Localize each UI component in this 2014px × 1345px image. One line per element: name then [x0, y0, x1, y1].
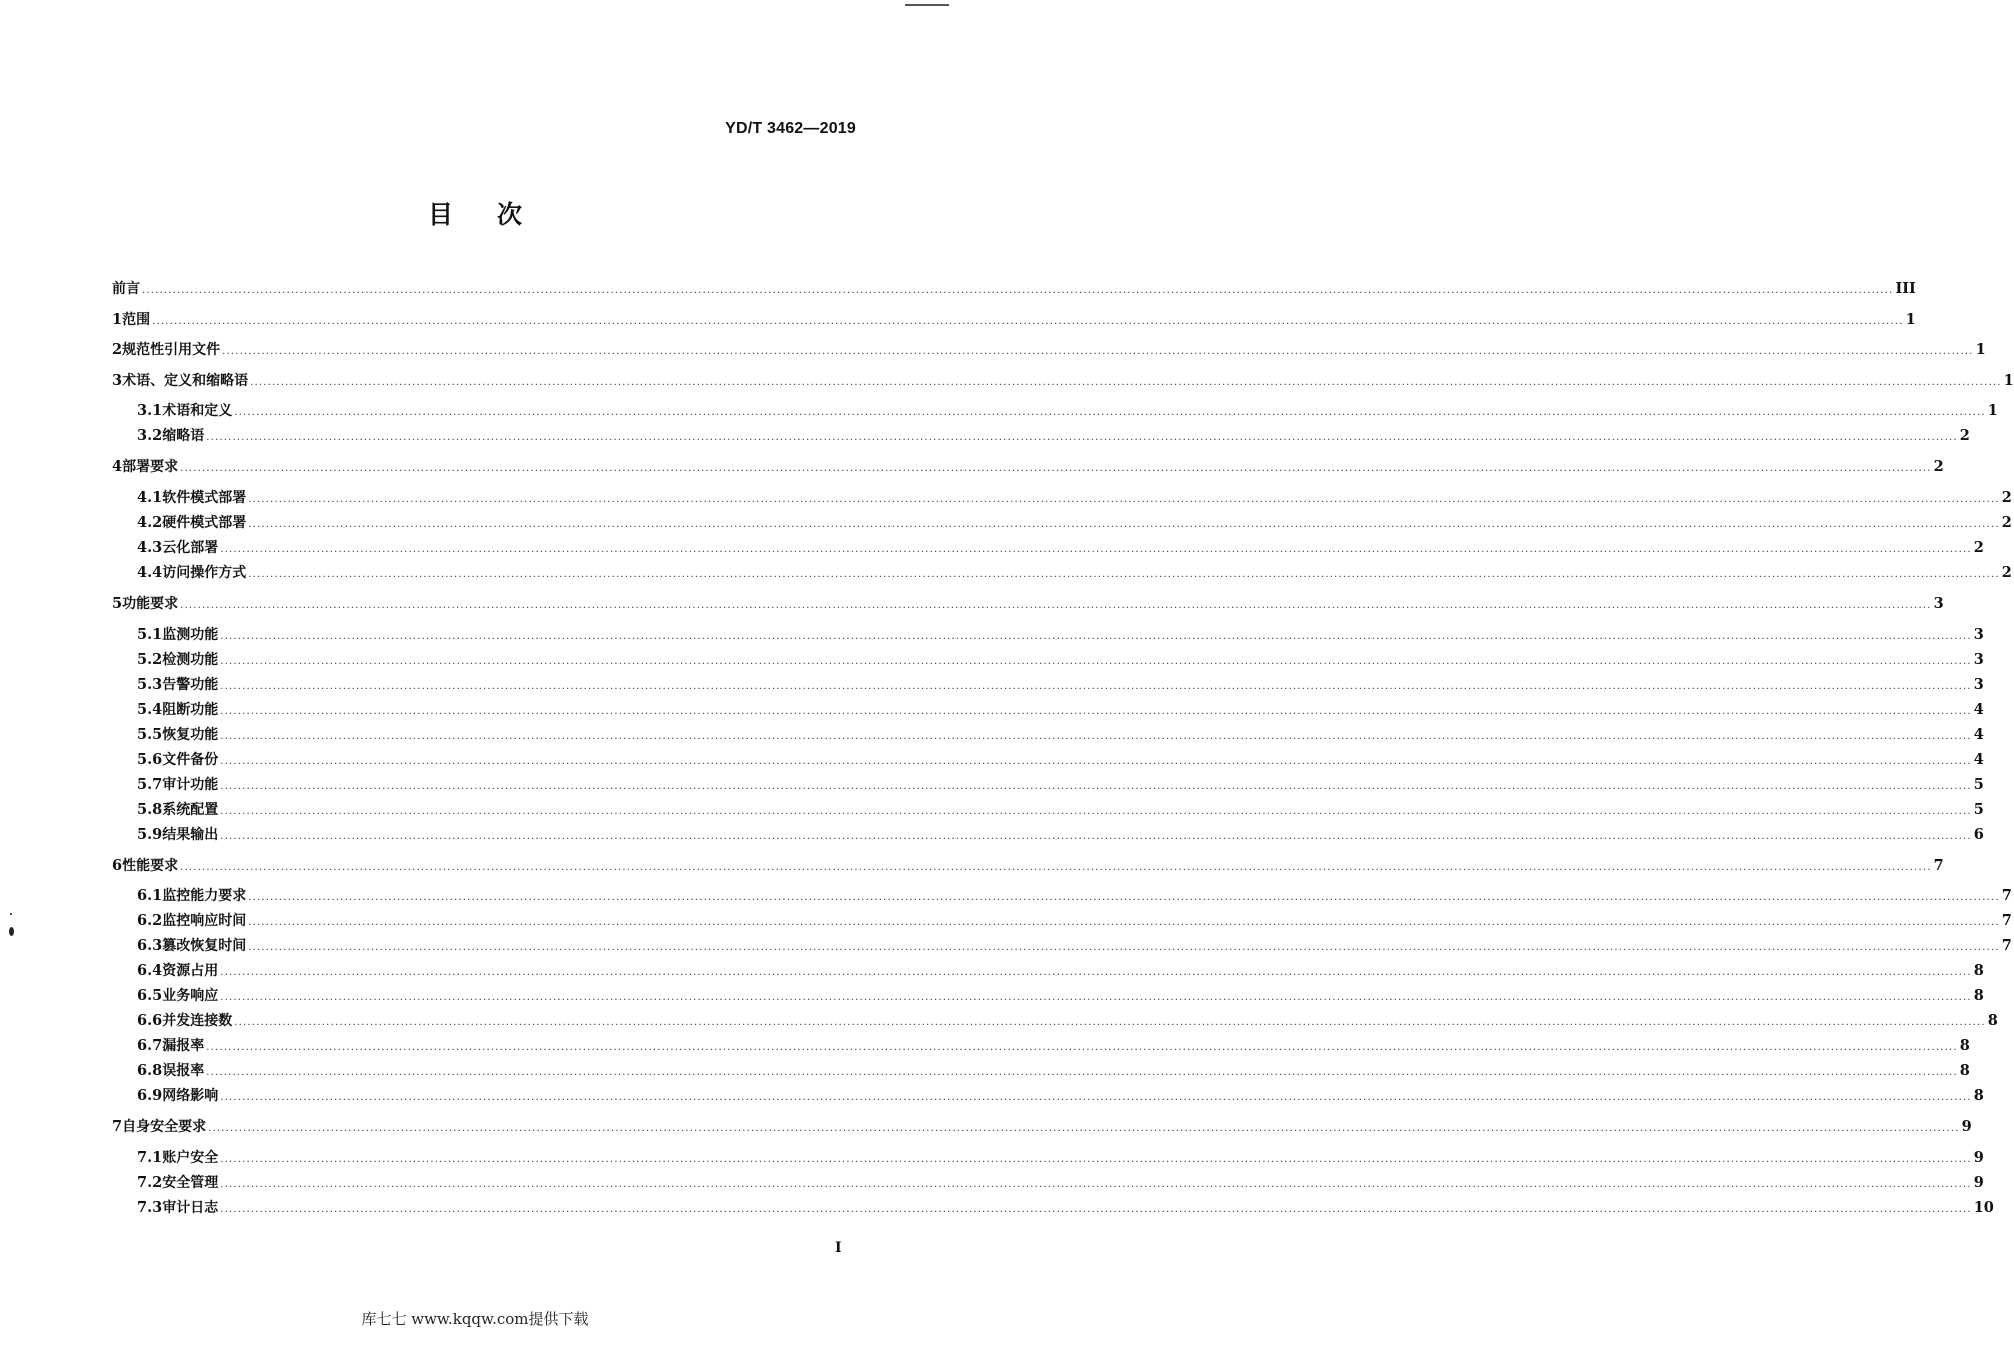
toc-entry-page: 9: [1973, 1149, 1984, 1166]
toc-entry[interactable]: [137, 912, 2012, 932]
toc-entry-label: 检测功能: [162, 652, 219, 668]
toc-entry[interactable]: [137, 987, 1984, 1007]
toc-entry-page: 8: [1959, 1062, 1970, 1079]
toc-leader-dots: ................................................................................................................................................................................................................................................................................................................................................................................................................: [206, 432, 1958, 443]
toc-entry-page: III: [1895, 280, 1916, 297]
toc-entry[interactable]: [137, 726, 1984, 746]
toc-entry-number: 1: [112, 311, 123, 328]
toc-entry-page: 9: [1973, 1174, 1984, 1191]
toc-entry[interactable]: [112, 341, 1986, 361]
toc-entry-label: 性能要求: [122, 858, 179, 874]
toc-entry-page: 5: [1973, 776, 1984, 793]
scan-speck: [9, 927, 14, 936]
toc-leader-dots: ................................................................................................................................................................................................................................................................................................................................................................................................................: [220, 781, 1972, 792]
page-number: I: [835, 1240, 842, 1256]
toc-entry-page: 9: [1961, 1118, 1972, 1135]
toc-entry-number: 3: [112, 372, 123, 389]
toc-entry[interactable]: [137, 937, 2012, 957]
toc-entry-number: 4: [112, 458, 123, 475]
page-title: 目次: [427, 200, 566, 229]
toc-entry-page: 8: [1973, 962, 1984, 979]
toc-entry[interactable]: [137, 626, 1984, 646]
toc-entry-number: 7.2: [137, 1174, 163, 1191]
toc-entry-label: 云化部署: [162, 540, 219, 556]
toc-entry[interactable]: [137, 801, 1984, 821]
toc-leader-dots: ................................................................................................................................................................................................................................................................................................................................................................................................................: [206, 1067, 1958, 1078]
toc-entry-number: 4.2: [137, 514, 163, 531]
toc-entry-number: 7.1: [137, 1149, 163, 1166]
toc-leader-dots: ................................................................................................................................................................................................................................................................................................................................................................................................................: [234, 407, 1986, 418]
toc-entry-page: 2: [1959, 427, 1970, 444]
toc-entry-label: 监测功能: [162, 627, 219, 643]
toc-entry-number: 6.9: [137, 1087, 163, 1104]
toc-entry[interactable]: [137, 701, 1984, 721]
toc-entry-page: 8: [1959, 1037, 1970, 1054]
toc-leader-dots: ................................................................................................................................................................................................................................................................................................................................................................................................................: [248, 892, 2000, 903]
scan-edge-line: [905, 4, 949, 6]
toc-entry-label: 术语和定义: [162, 403, 233, 419]
toc-entry-label: 误报率: [162, 1063, 205, 1079]
toc-leader-dots: ................................................................................................................................................................................................................................................................................................................................................................................................................: [180, 600, 1932, 611]
toc-entry-page: 4: [1973, 751, 1984, 768]
toc-leader-dots: ................................................................................................................................................................................................................................................................................................................................................................................................................: [222, 346, 1974, 357]
toc-entry-label: 漏报率: [162, 1038, 205, 1054]
toc-entry[interactable]: [137, 776, 1984, 796]
toc-entry-page: 1: [1905, 311, 1916, 328]
toc-entry-number: 4.1: [137, 489, 163, 506]
toc-entry-label: 软件模式部署: [162, 490, 247, 506]
toc-entry[interactable]: [137, 887, 2012, 907]
toc-entry-number: 5.1: [137, 626, 163, 643]
toc-leader-dots: ................................................................................................................................................................................................................................................................................................................................................................................................................: [220, 1154, 1972, 1165]
toc-entry-page: 3: [1973, 676, 1984, 693]
toc-leader-dots: ................................................................................................................................................................................................................................................................................................................................................................................................................: [220, 656, 1972, 667]
toc-entry-page: 10: [1973, 1199, 1994, 1216]
toc-leader-dots: ................................................................................................................................................................................................................................................................................................................................................................................................................: [220, 831, 1972, 842]
toc-leader-dots: ................................................................................................................................................................................................................................................................................................................................................................................................................: [250, 377, 2002, 388]
toc-entry[interactable]: [137, 651, 1984, 671]
toc-entry-number: 4.3: [137, 539, 163, 556]
toc-entry-page: 1: [2003, 372, 2014, 389]
toc-entry-label: 结果输出: [162, 827, 219, 843]
toc-entry-number: 7: [112, 1118, 123, 1135]
toc-entry-number: 2: [112, 341, 123, 358]
toc-entry[interactable]: [112, 280, 1916, 300]
toc-leader-dots: ................................................................................................................................................................................................................................................................................................................................................................................................................: [220, 631, 1972, 642]
toc-entry-page: 7: [2001, 912, 2012, 929]
toc-entry-number: 5.4: [137, 701, 163, 718]
toc-entry[interactable]: [112, 857, 1944, 877]
toc-entry-page: 7: [2001, 937, 2012, 954]
toc-entry[interactable]: [137, 1037, 1970, 1057]
toc-entry-page: 3: [1973, 651, 1984, 668]
toc-entry-page: 2: [2001, 564, 2012, 581]
toc-entry-label: 访问操作方式: [162, 565, 247, 581]
toc-leader-dots: ................................................................................................................................................................................................................................................................................................................................................................................................................: [220, 544, 1972, 555]
toc-entry-number: 5.8: [137, 801, 163, 818]
toc-entry-page: 8: [1973, 1087, 1984, 1104]
toc-entry-page: 1: [1975, 341, 1986, 358]
toc-entry-page: 7: [2001, 887, 2012, 904]
toc-entry-page: 8: [1987, 1012, 1998, 1029]
toc-leader-dots: ................................................................................................................................................................................................................................................................................................................................................................................................................: [206, 1042, 1958, 1053]
toc-entry-number: 7.3: [137, 1199, 163, 1216]
download-footer: 库七七 www.kqqw.com提供下载: [361, 1310, 589, 1328]
toc-entry-number: 6.5: [137, 987, 163, 1004]
toc-entry-page: 5: [1973, 801, 1984, 818]
toc-entry-label: 审计日志: [162, 1200, 219, 1216]
toc-entry-label: 文件备份: [162, 752, 219, 768]
toc-entry[interactable]: [137, 962, 1984, 982]
toc-entry-label: 自身安全要求: [122, 1119, 207, 1135]
toc-entry-label: 部署要求: [122, 459, 179, 475]
toc-entry-number: 6.8: [137, 1062, 163, 1079]
toc-entry-number: 6.4: [137, 962, 163, 979]
toc-entry-page: 2: [2001, 489, 2012, 506]
toc-leader-dots: ................................................................................................................................................................................................................................................................................................................................................................................................................: [248, 519, 2000, 530]
toc-entry-number: 3.1: [137, 402, 163, 419]
toc-leader-dots: ................................................................................................................................................................................................................................................................................................................................................................................................................: [142, 285, 1894, 296]
toc-entry-label: 缩略语: [162, 428, 205, 444]
toc-entry-label: 监控响应时间: [162, 913, 247, 929]
toc-entry-page: 3: [1973, 626, 1984, 643]
toc-entry-page: 4: [1973, 726, 1984, 743]
toc-entry-label: 安全管理: [162, 1175, 219, 1191]
toc-entry-number: 6.7: [137, 1037, 163, 1054]
toc-entry-page: 7: [1933, 857, 1944, 874]
toc-entry[interactable]: [137, 427, 1970, 447]
toc-entry[interactable]: [137, 1174, 1984, 1194]
toc-entry-label: 功能要求: [122, 596, 179, 612]
toc-leader-dots: ................................................................................................................................................................................................................................................................................................................................................................................................................: [220, 1092, 1972, 1103]
toc-entry[interactable]: [137, 1087, 1984, 1107]
toc-leader-dots: ................................................................................................................................................................................................................................................................................................................................................................................................................: [248, 942, 2000, 953]
toc-entry-label: 规范性引用文件: [122, 342, 221, 358]
toc-entry[interactable]: [137, 514, 2012, 534]
toc-leader-dots: ................................................................................................................................................................................................................................................................................................................................................................................................................: [234, 1017, 1986, 1028]
toc-leader-dots: ................................................................................................................................................................................................................................................................................................................................................................................................................: [220, 992, 1972, 1003]
toc-entry-label: 前言: [112, 281, 140, 297]
toc-entry[interactable]: [137, 676, 1984, 696]
toc-entry-label: 资源占用: [162, 963, 219, 979]
toc-entry[interactable]: [137, 826, 1984, 846]
toc-entry-page: 2: [2001, 514, 2012, 531]
toc-entry[interactable]: [137, 564, 2012, 584]
toc-entry-label: 监控能力要求: [162, 888, 247, 904]
toc-entry[interactable]: [137, 539, 1984, 559]
toc-leader-dots: ................................................................................................................................................................................................................................................................................................................................................................................................................: [152, 316, 1904, 327]
toc-entry-page: 1: [1987, 402, 1998, 419]
toc-leader-dots: ................................................................................................................................................................................................................................................................................................................................................................................................................: [220, 1204, 1972, 1215]
toc-entry-label: 恢复功能: [162, 727, 219, 743]
toc-entry[interactable]: [112, 311, 1916, 331]
toc-leader-dots: ................................................................................................................................................................................................................................................................................................................................................................................................................: [220, 806, 1972, 817]
toc-entry-number: 4.4: [137, 564, 163, 581]
toc-entry-label: 术语、定义和缩略语: [122, 373, 249, 389]
toc-entry[interactable]: [112, 458, 1944, 478]
toc-leader-dots: ................................................................................................................................................................................................................................................................................................................................................................................................................: [248, 569, 2000, 580]
toc-entry-number: 3.2: [137, 427, 163, 444]
toc-leader-dots: ................................................................................................................................................................................................................................................................................................................................................................................................................: [248, 917, 2000, 928]
toc-entry-page: 2: [1933, 458, 1944, 475]
toc-leader-dots: ................................................................................................................................................................................................................................................................................................................................................................................................................: [208, 1123, 1960, 1134]
toc-entry-label: 范围: [122, 312, 151, 328]
toc-entry-number: 5: [112, 595, 123, 612]
toc-entry-number: 6.3: [137, 937, 163, 954]
toc-entry[interactable]: [137, 402, 1998, 422]
toc-entry[interactable]: [137, 751, 1984, 771]
toc-entry-page: 6: [1973, 826, 1984, 843]
toc-entry[interactable]: [112, 1118, 1972, 1138]
toc-entry-label: 网络影响: [162, 1088, 219, 1104]
toc-leader-dots: ................................................................................................................................................................................................................................................................................................................................................................................................................: [220, 756, 1972, 767]
toc-leader-dots: ................................................................................................................................................................................................................................................................................................................................................................................................................: [220, 681, 1972, 692]
toc-entry[interactable]: [137, 1012, 1998, 1032]
toc-entry-label: 篡改恢复时间: [162, 938, 247, 954]
toc-entry-label: 阻断功能: [162, 702, 219, 718]
toc-leader-dots: ................................................................................................................................................................................................................................................................................................................................................................................................................: [180, 862, 1932, 873]
toc-entry-number: 5.7: [137, 776, 163, 793]
toc-entry-number: 5.3: [137, 676, 163, 693]
toc-entry[interactable]: [112, 595, 1944, 615]
toc-entry-label: 并发连接数: [162, 1013, 233, 1029]
toc-entry-label: 告警功能: [162, 677, 219, 693]
toc-entry-number: 6.6: [137, 1012, 163, 1029]
toc-entry-page: 2: [1973, 539, 1984, 556]
toc-leader-dots: ................................................................................................................................................................................................................................................................................................................................................................................................................: [180, 463, 1932, 474]
toc-leader-dots: ................................................................................................................................................................................................................................................................................................................................................................................................................: [220, 706, 1972, 717]
toc-leader-dots: ................................................................................................................................................................................................................................................................................................................................................................................................................: [220, 967, 1972, 978]
toc-entry-label: 业务响应: [162, 988, 219, 1004]
toc-entry-label: 硬件模式部署: [162, 515, 247, 531]
toc-entry-number: 6.1: [137, 887, 163, 904]
toc-entry[interactable]: [137, 1149, 1984, 1169]
toc-entry[interactable]: [137, 1199, 1994, 1219]
toc-entry-number: 5.2: [137, 651, 163, 668]
toc-entry-number: 5.5: [137, 726, 163, 743]
toc-entry[interactable]: [137, 489, 2012, 509]
toc-entry-label: 系统配置: [162, 802, 219, 818]
toc-entry-page: 4: [1973, 701, 1984, 718]
toc-entry[interactable]: [137, 1062, 1970, 1082]
toc-leader-dots: ................................................................................................................................................................................................................................................................................................................................................................................................................: [220, 1179, 1972, 1190]
toc-entry[interactable]: [112, 372, 2014, 392]
toc-entry-page: 3: [1933, 595, 1944, 612]
standard-code: YD/T 3462—2019: [725, 120, 856, 137]
toc-leader-dots: ................................................................................................................................................................................................................................................................................................................................................................................................................: [220, 731, 1972, 742]
toc-leader-dots: ................................................................................................................................................................................................................................................................................................................................................................................................................: [248, 494, 2000, 505]
toc-entry-label: 审计功能: [162, 777, 219, 793]
toc-entry-number: 5.9: [137, 826, 163, 843]
scan-speck: [10, 913, 12, 915]
toc-entry-number: 5.6: [137, 751, 163, 768]
toc-entry-number: 6.2: [137, 912, 163, 929]
toc-entry-label: 账户安全: [162, 1150, 219, 1166]
toc-entry-number: 6: [112, 857, 123, 874]
toc-entry-page: 8: [1973, 987, 1984, 1004]
